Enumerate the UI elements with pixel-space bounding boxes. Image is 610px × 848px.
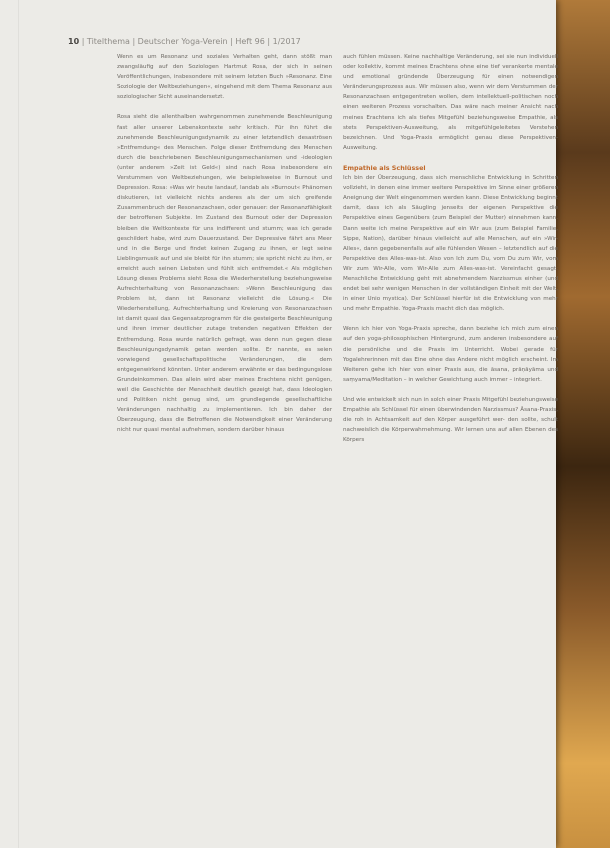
paragraph: Wenn ich hier von Yoga-Praxis spreche, dann beziehe ich mich zum einen auf den yoga-philosophischen Hintergrund, zum anderen insbesondere auf die persönliche und die Praxis im Unterricht. Wobei gerade für Yogalehrerinnen mit das Eine ohne das Andere nicht möglich erscheint. Im Weiteren gehe ich hier von einer Praxis aus, die āsana, prāṇāyāma und saṃyama/Meditation – in welcher Gewichtung auch immer – integriert. [343,326,558,383]
paragraph: auch fühlen müssen. Keine nachhaltige Veränderung, sei sie nun individuell oder kollektiv, kommt meines Erachtens ohne eine tief verankerte mentale und emotional gründende Überzeugung für einen notwendigen Veränderungsprozess aus. Wir müssen also, wenn wir dem Verstummen der Resonanzachsen entgegentreten wollen, dem intellektuell-politischen noch einen weiteren Prozess vorschalten. Das wäre nach meiner Ansicht nach meines Erachtens ich als tiefes Mitgefühl beziehungsweise Empathie, als stets Perspektiven-Ausweitung, als mitgefühlgeleitetes Verstehen bezeichnen. Und Yoga-Praxis ermöglicht genau diese Perspektiven-Ausweitung. [343,54,558,151]
paragraph: Ich bin der Überzeugung, dass sich menschliche Entwicklung in Schritten vollzieht, in denen eine immer weitere Perspektive im Sinne einer größeren Aneignung der Welt eingenommen werden kann. Diese Entwicklung beginnt damit, dass ich als Säugling jenseits der eigenen Perspektive die Perspektive eines Gegenübers (zum Beispiel der Mutter) einnehmen kann. Dann weite ich meine Perspektive auf ein Wir aus (zum Beispiel Familie, Sippe, Nation), darüber hinaus vielleicht auf alle Menschen, auf ein »Wir-Alles«, dann gegebenenfalls auf alle fühlenden Wesen – letztendlich auf die Perspektive des Alles-was-ist. Also von Ich zum Du, vom Du zum Wir, vom Wir zum Wir-Alle, vom Wir-Alle zum Alles-was-ist. Vereinfacht gesagt: Menschliche Entwicklung geht mit abnehmendem Narzissmus einher (und endet bei sehr wenigen Menschen in der vollständigen Einheit mit der Welt, in einer Unio mystica). Der Schlüssel hierfür ist die Entwicklung von mehr und mehr Empathie. Yoga-Praxis macht dich das möglich. [343,175,558,313]
left-column [117,52,332,445]
paragraph: Rosa sieht die allenthalben wahrgenommen zunehmende Beschleunigung fast aller unserer Lebenskontexte sehr kritisch. Für ihn führt die zunehmende Beschleunigungsdynamik zu einer letztendlich desaströsen »Entfremdung« des Menschen. Folge dieser Entfremdung des Menschen durch die beschriebenen Beschleunigungsmechanismen und -ideologien (unter anderem »Zeit ist Geld«) sind nach Rosa insbesondere ein Verstummen von Weltbeziehungen, wie beispielsweise in Burnout und Depression. Rosa: »Was wir heute landauf, landab als »Burnout« Phänomen diskutieren, ist vielleicht nichts anderes als der um sich greifende Zusammenbruch der Resonanzachsen, oder genauer: der Resonanzfähigkeit der betroffenen Subjekte. Im Zustand des Burnout oder der Depression bleiben die Weltkontexte für uns indifferent und stumm; was ich gerade geschildert habe, wird zum Dauerzustand. Der Depressive fährt ans Meer und in die Berge und findet keinen Zugang zu ihnen, er legt seine Lieblingsmusik auf und sie bleibt für ihn stumm; sie spricht nicht zu ihm, er erreicht auch seinen Liebsten und fühlt sich entfremdet.« Als möglichen Lösung dieses Problems sieht Rosa die Wiederherstellung beziehungsweise Aufrechterhaltung von Resonanzachsen: »Wenn Beschleunigung das Problem ist, dann ist Resonanz vielleicht die Lösung.« Die Wiederherstellung, Aufrechterhaltung und Kreierung von Resonanzachsen ist damit quasi das Gegensatzprogramm für die gesteigerte Beschleunigung und ihren immer deutlicher zutage tretenden negativen Effekten der Entfremdung. Rosa wurde natürlich gefragt, was denn nun gegen diese Beschleunigungsdynamik getan werden sollte. Er nannte, es seien vorwiegend gesellschaftspolitische Veränderungen, die dem entgegenwirkend könnten. Unter anderem erwähnte er das bedingungslose Grundeinkommen. Das allein wird aber meines Erachtens nicht genügen, weil die Geschichte der Menschheit deutlich gezeigt hat, dass Ideologien und Politiken nicht genug sind, um grundlegende gesellschaftliche Veränderungen nachhaltig zu implementieren. Ich bin daher der Überzeugung, dass die Betroffenen die Notwendigkeit einer Veränderung nicht nur quasi mental aufnehmen, sondern darüber hinaus [117,114,332,434]
paragraph: Und wie entwickelt sich nun in solch einer Praxis Mitgefühl beziehungsweise Empathie als Schlüssel für einen überwindenden Narzissmus? Āsana-Praxis, die roh in Achtsamkeit auf den Körper ausgeführt wer- den sollte, schult nachweislich die Körperwahrnehmung. Wir lernen uns auf allen Ebenen des Körpers [343,396,558,444]
header-text: | Titelthema | Deutscher Yoga-Verein | Heft 96 | 1/2017 [81,37,301,46]
section-heading: Empathie als Schlüssel [343,163,426,172]
page-number: 10 [68,37,80,46]
right-column [343,52,558,455]
running-header [68,37,548,46]
paragraph: Wenn es um Resonanz und soziales Verhalten geht, dann stößt man zwangsläufig auf den Soziologen Hartmut Rosa, der sich in seinen Veröffentlichungen, insbesondere mit seinem letzten Buch »Resonanz. Eine Soziologie der Weltbeziehungen«, eingehend mit dem Thema Resonanz aus soziologischer Sicht auseinandersetzt. [117,54,332,101]
page-fold [18,0,19,848]
